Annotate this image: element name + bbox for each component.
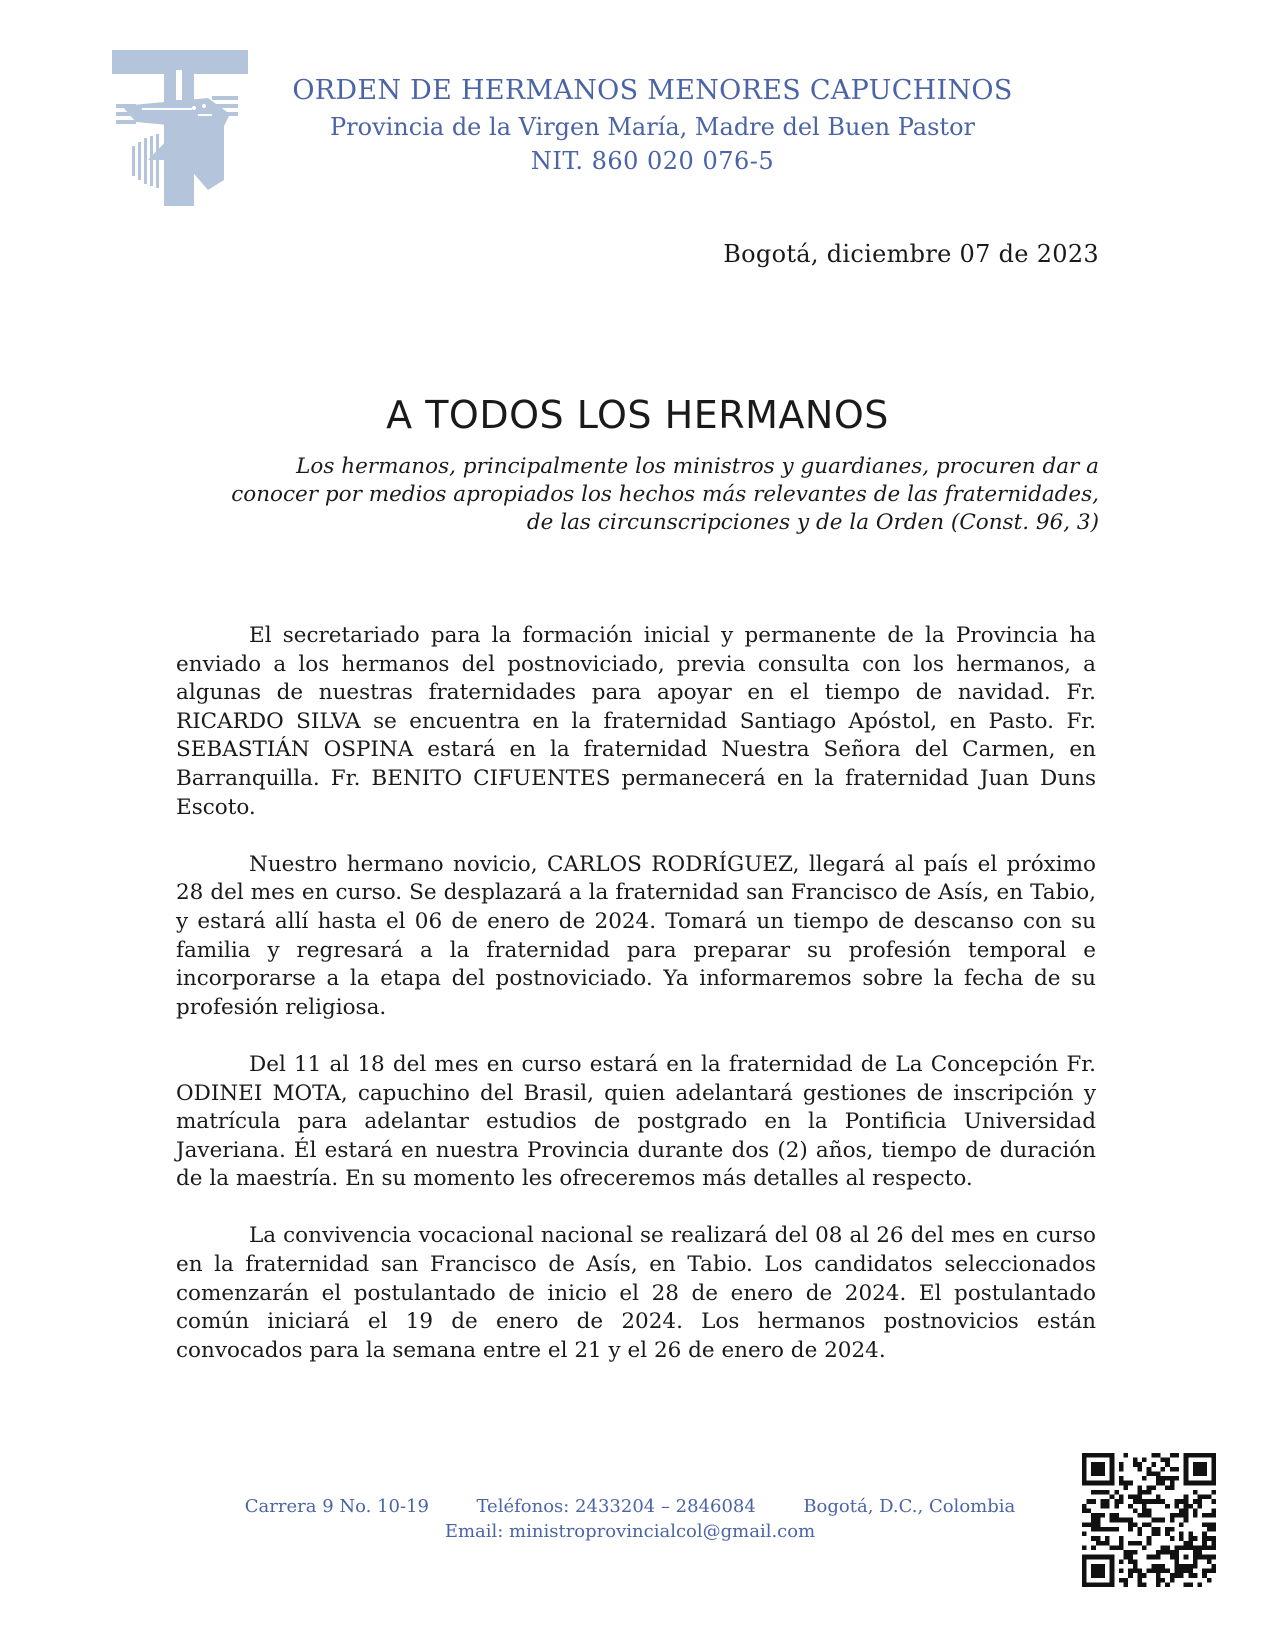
body-paragraph: El secretariado para la formación inicial y permanente de la Provincia ha enviado a los hermanos del postnoviciado, previa consulta con los hermanos, a algunas de nuestras fraternidades para apoyar en el tiempo de navidad. Fr. RICARDO SILVA se encuentra en la fraternidad Santiago Apóstol, en Pasto. Fr. SEBASTIÁN OSPINA estará en la fraternidad Nuestra Señora del Carmen, en Barranquilla. Fr. BENITO CIFUENTES permanecerá en la fraternidad Juan Duns Escoto. bbox=[176, 623, 1096, 820]
body-paragraph: La convivencia vocacional nacional se realizará del 08 al 26 del mes en curso en la fraternidad san Francisco de Asís, en Tabio. Los candidatos seleccionados comenzarán el postulantado de inicio el 28 de enero de 2024. El postulantado común iniciará el 19 de enero de 2024. Los hermanos postnovicios están convocados para la semana entre el 21 y el 26 de enero de 2024. bbox=[176, 1223, 1096, 1363]
organization-name: ORDEN DE HERMANOS MENORES CAPUCHINOS bbox=[292, 75, 1013, 106]
tax-id: NIT. 860 020 076-5 bbox=[530, 147, 775, 175]
letter-date: Bogotá, diciembre 07 de 2023 bbox=[723, 240, 1099, 268]
epigraph-line: Los hermanos, principalmente los ministros y guardianes, procuren dar a bbox=[296, 454, 1099, 479]
capuchin-tau-logo-icon bbox=[112, 50, 248, 206]
letter-title: A TODOS LOS HERMANOS bbox=[386, 393, 889, 438]
letter-footer bbox=[240, 1494, 1020, 1544]
body-paragraph: Del 11 al 18 del mes en curso estará en la fraternidad de La Concepción Fr. ODINEI MOTA, capuchino del Brasil, quien adelantará gestiones de inscripción y matrícula para adelantar estudios de postgrado en la Pontificia Universidad Javeriana. Él estará en nuestra Provincia durante dos (2) años, tiempo de duración de la maestría. En su momento les ofreceremos más detalles al respecto. bbox=[176, 1051, 1096, 1192]
footer-phones: Teléfonos: 2433204 – 2846084 bbox=[476, 1496, 756, 1517]
letterhead bbox=[240, 72, 1065, 178]
epigraph-quote bbox=[169, 453, 1099, 537]
epigraph-line: conocer por medios apropiados los hechos más relevantes de las fraternidades, bbox=[231, 482, 1099, 507]
footer-address: Carrera 9 No. 10-19 bbox=[244, 1496, 429, 1517]
letter-body bbox=[176, 622, 1096, 1394]
footer-email: Email: ministroprovincialcol@gmail.com bbox=[444, 1521, 816, 1542]
epigraph-line: de las circunscripciones y de la Orden (Const. 96, 3) bbox=[526, 510, 1099, 535]
body-paragraph: Nuestro hermano novicio, CARLOS RODRÍGUEZ, llegará al país el próximo 28 del mes en curso. Se desplazará a la fraternidad san Francisco de Asís, en Tabio, y estará allí hasta el 06 de enero de 2024. Tomará un tiempo de descanso con su familia y regresará a la fraternidad para preparar su profesión temporal e incorporarse a la etapa del postnoviciado. Ya informaremos sobre la fecha de su profesión religiosa. bbox=[176, 851, 1096, 1020]
qr-code-icon bbox=[1082, 1453, 1216, 1587]
province-name: Provincia de la Virgen María, Madre del Buen Pastor bbox=[330, 113, 975, 141]
footer-city: Bogotá, D.C., Colombia bbox=[803, 1496, 1016, 1517]
